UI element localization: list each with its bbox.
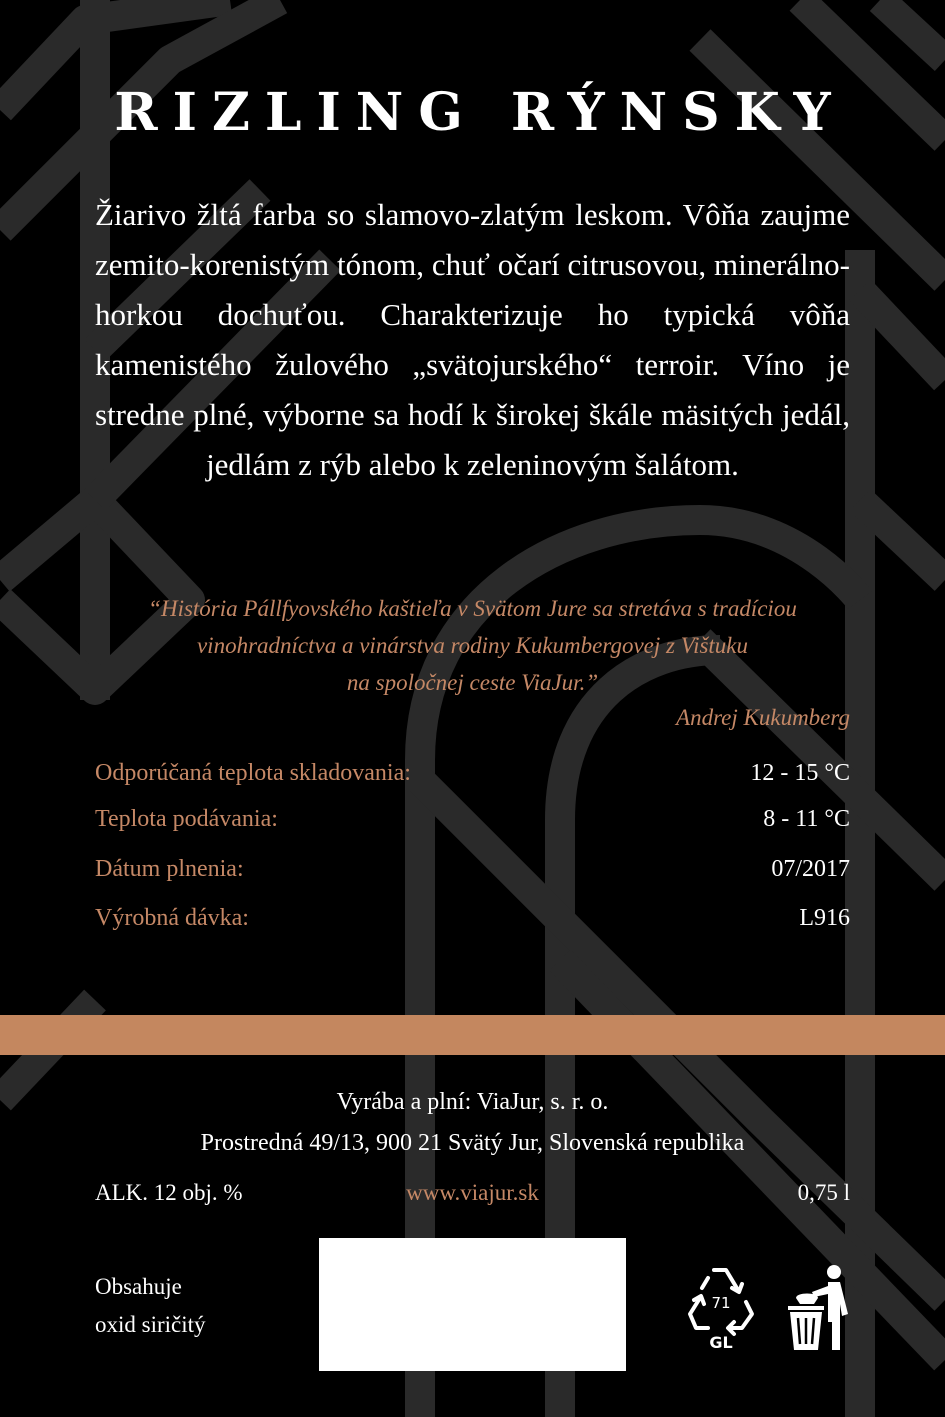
producer-address: Prostredná 49/13, 900 21 Svätý Jur, Slovenská republika — [200, 1130, 745, 1156]
recycle-icon — [686, 1264, 756, 1354]
info-row-storage-temperature — [95, 760, 850, 794]
info-value: L916 — [799, 905, 850, 931]
quote — [95, 590, 850, 701]
info-value: 8 - 11 °C — [763, 806, 850, 832]
alcohol-content: ALK. 12 obj. % — [95, 1180, 243, 1205]
info-row-serving-temperature — [95, 806, 850, 840]
wine-title: RIZLING RÝNSKY — [114, 82, 846, 143]
info-label: Teplota podávania: — [95, 806, 278, 832]
info-label: Odporúčaná teplota skladovania: — [95, 760, 411, 786]
quote-line: vinohradníctva a vinárstva rodiny Kukumbergovej z Vištuku — [196, 633, 749, 658]
info-label: Dátum plnenia: — [95, 856, 244, 882]
sulfite-notice-line: Obsahuje — [95, 1274, 182, 1299]
info-value: 07/2017 — [771, 856, 850, 882]
quote-line: na spoločnej ceste ViaJur.” — [346, 670, 599, 695]
recycle-code: 71 — [711, 1294, 731, 1312]
sulfite-notice-line: oxid siričitý — [95, 1312, 206, 1337]
quote-author: Andrej Kukumberg — [676, 705, 850, 730]
quote-line: “História Pállfyovského kaštieľa v Svätom Jure sa stretáva s tradíciou — [148, 596, 797, 621]
bottom-info-row — [95, 1180, 850, 1214]
sulfite-notice — [95, 1268, 295, 1344]
barcode-area — [319, 1238, 626, 1371]
website-link[interactable]: www.viajur.sk — [406, 1180, 539, 1205]
volume: 0,75 l — [797, 1180, 850, 1205]
info-label: Výrobná dávka: — [95, 905, 249, 931]
accent-stripe — [0, 1015, 945, 1055]
info-value: 12 - 15 °C — [750, 760, 850, 786]
producer-name: Vyrába a plní: ViaJur, s. r. o. — [336, 1089, 609, 1115]
recycle-material: GL — [709, 1333, 733, 1352]
tidyman-bin-icon — [782, 1264, 854, 1352]
wine-description: Žiarivo žltá farba so slamovo-zlatým leskom. Vôňa zaujme zemito-korenistým tónom, chuť očarí citrusovou, minerálno-horkou dochuťou. Charakterizuje ho typická vôňa kamenistého žulového „svätojurského“ terroir. Víno je stredne plné, výborne sa hodí k širokej škále mäsitých jedál, jedlám z rýb alebo k zeleninovým šalátom. — [95, 197, 850, 482]
info-row-batch — [95, 905, 850, 939]
info-row-bottling-date — [95, 856, 850, 890]
